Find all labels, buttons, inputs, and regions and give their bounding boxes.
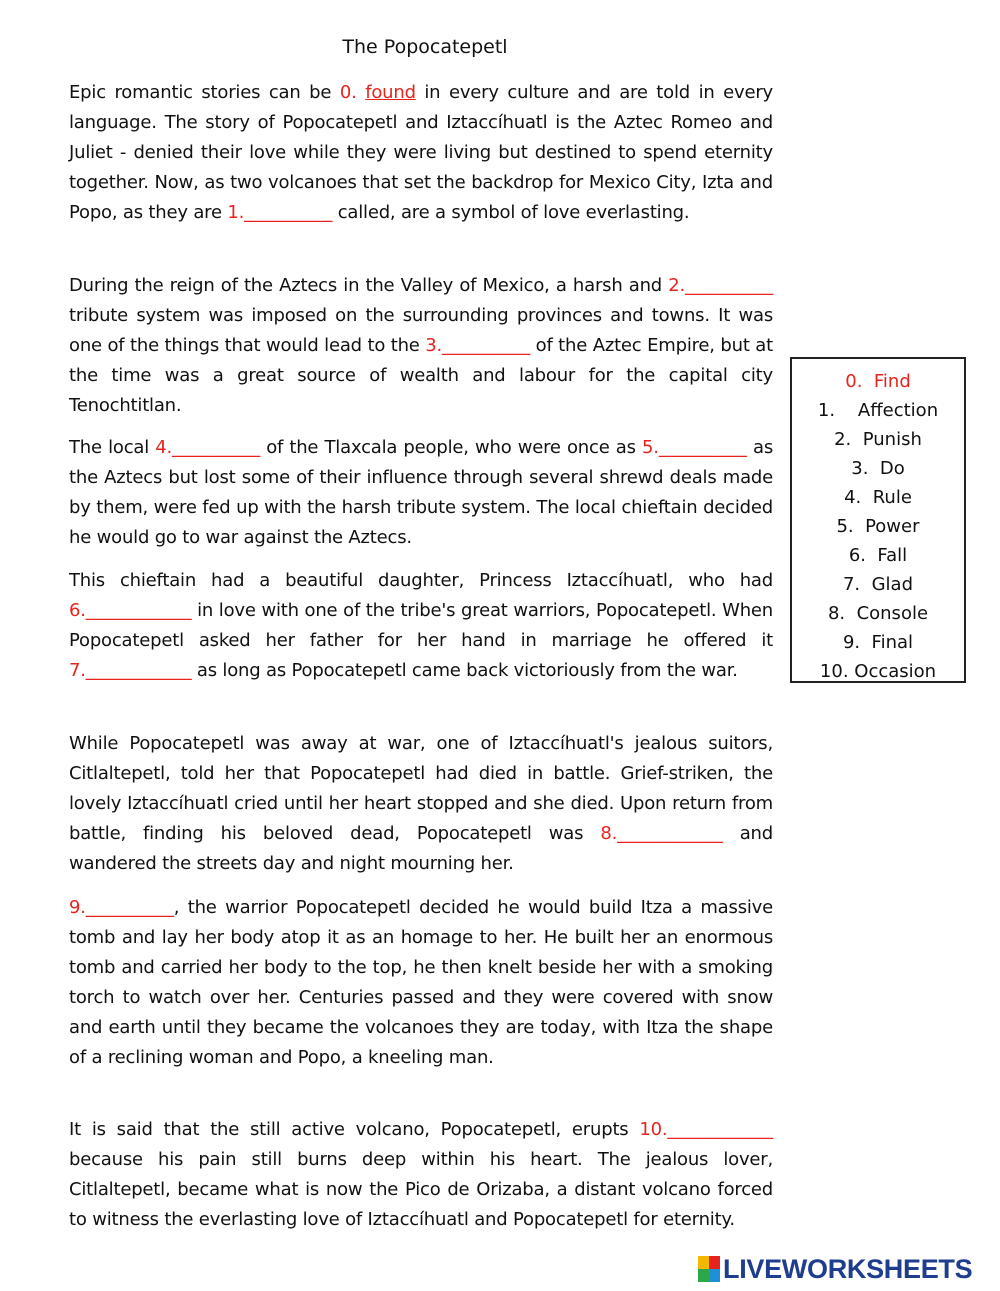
answer-blank[interactable]: 0.	[339, 82, 366, 103]
word-bank-item: 6. Fall	[848, 545, 908, 566]
story-paragraph-2	[69, 271, 773, 421]
answer-blank[interactable]: 2.__________	[668, 275, 773, 296]
paragraph-text: While Popocatepetl was away at war, one of Iztaccíhuatl's jealous suitors, Citlaltepetl, told her that Popocatepetl had died in battle. Grief-striken, the lovely Iztaccíhuatl cried until her heart stopped and she died. Upon return from battle, finding his beloved dead, Popocatepetl was	[69, 733, 773, 844]
paragraph-text: The local	[69, 437, 156, 458]
paragraph-text: During the reign of the Aztecs in the Valley of Mexico, a harsh and	[69, 275, 669, 296]
story-paragraph-4	[69, 566, 773, 686]
story-paragraph-6	[69, 893, 773, 1073]
paragraph-text: in love with one of the tribe's great warriors, Popocatepetl. When Popocatepetl asked her father for her hand in marriage he offered it	[69, 600, 773, 651]
example-answer[interactable]: found	[365, 82, 416, 103]
word-bank-item: 4. Rule	[844, 487, 912, 508]
paragraph-text: because his pain still burns deep within his heart. The jealous lover, Citlaltepetl, became what is now the Pico de Orizaba, a distant volcano forced to witness the everlasting love of Iztaccíhuatl and Popocatepetl for eternity.	[69, 1149, 773, 1230]
paragraph-text: in every culture and are told in every language. The story of Popocatepetl and Iztaccíhuatl is the Aztec Romeo and Juliet - denied their love while they were living but destined to spend eternity together. Now, as two volcanoes that set the backdrop for Mexico City, Izta and Popo, as they are	[69, 82, 774, 223]
paragraph-text: Epic romantic stories can be	[69, 82, 340, 103]
story-paragraph-3	[69, 433, 773, 553]
liveworksheets-logo	[698, 1252, 972, 1286]
word-bank-item: 8. Console	[827, 603, 929, 624]
answer-blank[interactable]: 6.____________	[69, 600, 192, 621]
paragraph-text: , the warrior Popocatepetl decided he would build Itza a massive tomb and lay her body atop it as an homage to her. He built her an enormous tomb and carried her body to the top, he then knelt beside her with a smoking torch to watch over her. Centuries passed and they were covered with snow and earth until they became the volcanoes they are today, with Itza the shape of a reclining woman and Popo, a kneeling man.	[69, 897, 773, 1068]
word-bank-item: 9. Final	[842, 632, 914, 653]
answer-blank[interactable]: 9.__________	[69, 897, 174, 918]
word-bank-item: 0. Find	[845, 371, 911, 392]
liveworksheets-logo-icon	[698, 1256, 720, 1282]
word-bank-item: 7. Glad	[842, 574, 914, 595]
answer-blank[interactable]: 3.__________	[425, 335, 531, 356]
word-bank-item: 2. Punish	[834, 429, 922, 450]
paragraph-text: of the Tlaxcala people, who were once as	[260, 437, 643, 458]
answer-blank[interactable]: 8.____________	[600, 823, 723, 844]
answer-blank[interactable]: 1.__________	[227, 202, 333, 223]
answer-blank[interactable]: 5.__________	[642, 437, 747, 458]
story-paragraph-5	[69, 729, 773, 879]
answer-blank[interactable]: 10.____________	[639, 1119, 773, 1140]
logo-text: LIVEWORKSHEETS	[723, 1253, 973, 1284]
answer-blank[interactable]: 4.__________	[155, 437, 261, 458]
word-bank-item: 5. Power	[836, 516, 920, 537]
paragraph-text: as the Aztecs but lost some of their influence through several shrewd deals made by them, were fed up with the harsh tribute system. The local chieftain decided he would go to war against the Aztecs.	[69, 437, 774, 548]
paragraph-text: of the Aztec Empire, but at the time was a great source of wealth and labour for the capital city Tenochtitlan.	[69, 335, 773, 416]
paragraph-text: This chieftain had a beautiful daughter, Princess Iztaccíhuatl, who had	[69, 570, 773, 591]
word-bank	[790, 357, 966, 683]
paragraph-text: tribute system was imposed on the surrounding provinces and towns. It was one of the things that would lead to the	[69, 305, 773, 356]
paragraph-text: as long as Popocatepetl came back victoriously from the war.	[191, 660, 738, 681]
paragraph-text: It is said that the still active volcano, Popocatepetl, erupts	[69, 1119, 640, 1140]
word-bank-item: 10. Occasion	[819, 661, 937, 682]
page-title: The Popocatepetl	[342, 36, 508, 58]
paragraph-text: called, are a symbol of love everlasting.	[332, 202, 690, 223]
word-bank-item: 1. Affection	[817, 400, 939, 421]
answer-blank[interactable]: 7.____________	[69, 660, 192, 681]
story-paragraph-1	[69, 78, 773, 228]
word-bank-list	[792, 367, 964, 686]
paragraph-text: and wandered the streets day and night mourning her.	[69, 823, 773, 874]
story-paragraph-7	[69, 1115, 773, 1235]
word-bank-item: 3. Do	[851, 458, 905, 479]
